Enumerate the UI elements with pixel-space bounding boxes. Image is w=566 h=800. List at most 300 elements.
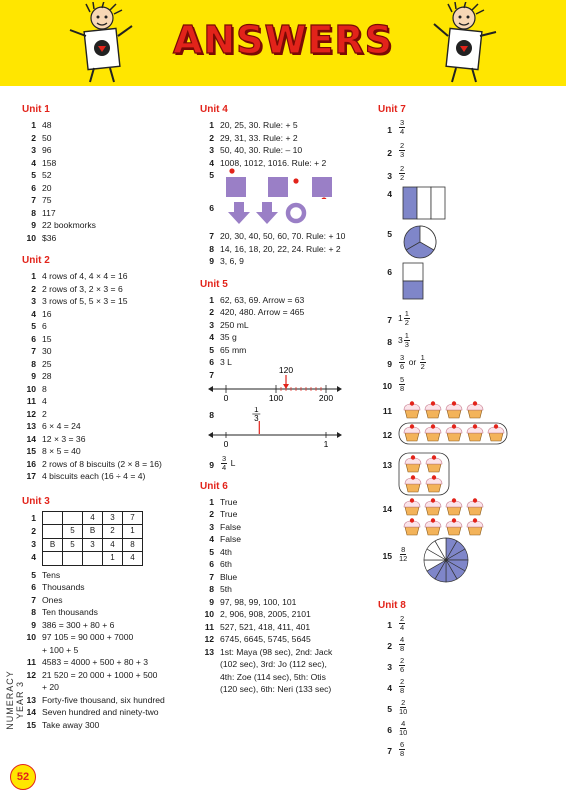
- answer-text: [42, 219, 192, 232]
- unit4-title: Unit 4: [200, 104, 228, 115]
- fraction-rect-icon: [402, 262, 432, 302]
- item-number: 4: [209, 332, 214, 342]
- fraction: [399, 678, 405, 695]
- answer-row: [22, 144, 192, 157]
- answer-line: True: [220, 496, 238, 507]
- answer-line: 6: [42, 321, 47, 331]
- answer-row: [200, 306, 366, 319]
- denominator: 8: [400, 644, 405, 653]
- answer-line: 20, 25, 30. Rule: + 5: [220, 120, 298, 130]
- answer-row: [22, 581, 192, 594]
- item-number: 10: [26, 232, 36, 243]
- cupcakes-8-icon: [402, 496, 502, 538]
- item-number: 2: [31, 132, 36, 143]
- answer-row: [22, 132, 192, 145]
- answer-line: 8 × 5 = 40: [42, 446, 81, 456]
- cupcakes-4-icon: [402, 400, 492, 420]
- unit7-item-10: [378, 376, 558, 402]
- answer-line: 35 g: [220, 332, 237, 342]
- answer-line: 3 L: [220, 357, 232, 367]
- item-number: 13: [204, 646, 214, 657]
- item-number: 3: [209, 319, 214, 330]
- answer-text: [220, 144, 366, 157]
- fraction: [399, 142, 405, 159]
- denominator: 4: [400, 127, 405, 136]
- grid-cell: [43, 552, 63, 566]
- answer-line: 5th: [220, 584, 232, 594]
- item-number: 16: [26, 458, 36, 469]
- answer-text: [220, 533, 366, 546]
- header-banner: [0, 0, 566, 86]
- fraction: [399, 376, 405, 393]
- item-number: 9: [387, 359, 392, 369]
- unit1-title: Unit 1: [22, 104, 50, 115]
- fraction: [399, 699, 407, 716]
- answer-text: [42, 194, 192, 207]
- pattern-shapes-icon: [222, 167, 352, 199]
- grid-cell: [43, 511, 63, 525]
- fraction: [420, 354, 426, 371]
- item-number: 8: [387, 337, 392, 347]
- answer-line: 6th: [220, 559, 232, 569]
- item-number: 8: [209, 584, 214, 594]
- item-number: 14: [26, 707, 36, 717]
- answer-row: [200, 596, 366, 609]
- answer-row: [22, 694, 192, 707]
- unit4-list-a: [200, 119, 366, 169]
- answer-text: [42, 581, 192, 594]
- grid-cell: 4: [103, 538, 123, 552]
- item-number: 8: [31, 358, 36, 369]
- unit6-title: Unit 6: [200, 480, 228, 492]
- item-number: 7: [31, 346, 36, 356]
- unit7-item-7: [378, 310, 558, 332]
- grid-cell: 5: [63, 525, 83, 539]
- answer-line: 158: [42, 157, 57, 168]
- item-number: 8: [31, 207, 36, 218]
- item-number: 15: [382, 551, 392, 561]
- fraction-row: [378, 657, 558, 678]
- answer-row: [22, 169, 192, 182]
- item-number: 4: [209, 157, 214, 168]
- numerator: 6: [400, 740, 405, 749]
- tick-label: 0: [223, 438, 229, 449]
- unit4-list-b: [200, 230, 366, 268]
- denominator: 10: [399, 707, 408, 716]
- answer-text: [220, 508, 366, 521]
- answer-text: [42, 144, 192, 157]
- answer-text: [42, 182, 192, 195]
- item-number: 17: [26, 471, 36, 481]
- fraction-row: [378, 615, 558, 636]
- fraction: [399, 354, 405, 371]
- answer-line: 1st: Maya (98 sec), 2nd: Jack: [220, 646, 333, 657]
- answer-line: 3, 6, 9: [220, 256, 244, 266]
- fraction-row: [378, 720, 558, 741]
- unit3-title: Unit 3: [22, 495, 50, 507]
- answer-text: [220, 646, 366, 696]
- answer-text: [220, 119, 366, 132]
- column-1: [22, 104, 192, 731]
- numerator: 2: [400, 677, 405, 686]
- answer-text: [42, 433, 192, 446]
- answer-line: Forty-five thousand, six hundred: [42, 694, 165, 705]
- answer-line: 117: [42, 207, 56, 218]
- answer-line: 6745, 6645, 5745, 5645: [220, 634, 311, 644]
- unit7-item-13: [378, 456, 558, 500]
- answer-text: [42, 594, 192, 607]
- item-number: 6: [209, 559, 214, 569]
- grid-cell: 4: [123, 552, 143, 566]
- item-number: 3: [387, 171, 392, 181]
- item-number: 2: [387, 148, 392, 158]
- fraction: [399, 657, 405, 674]
- item-number: 11: [26, 657, 36, 667]
- answer-row: [22, 320, 192, 333]
- page-title: ANSWERS: [172, 18, 394, 62]
- answer-row: [200, 344, 366, 357]
- answer-row: [22, 445, 192, 458]
- answer-line: False: [220, 534, 242, 544]
- answer-row: [200, 533, 366, 546]
- grid-num: 1: [31, 512, 36, 523]
- answer-text: [42, 445, 192, 458]
- fraction: [404, 310, 410, 327]
- answer-text: [42, 270, 192, 283]
- answer-line: 527, 521, 418, 411, 401: [220, 621, 311, 632]
- answer-line: 97 105 = 90 000 + 7000: [42, 632, 134, 642]
- answer-text: [42, 470, 192, 483]
- answer-row: [22, 219, 192, 232]
- numerator: 3: [222, 453, 227, 463]
- denominator: 8: [400, 686, 405, 695]
- fraction-circle-icon: [402, 224, 442, 260]
- item-number: 1: [209, 120, 214, 130]
- unit2-list: [22, 270, 192, 483]
- item-number: 2: [209, 132, 214, 143]
- arrow-pattern-icon: [228, 200, 338, 228]
- answer-line: 30: [42, 346, 52, 356]
- answer-line: $36: [42, 232, 57, 243]
- answer-row: [22, 669, 192, 694]
- answer-line: 62, 63, 69. Arrow = 63: [220, 294, 305, 305]
- answer-line: 50, 40, 30. Rule: – 10: [220, 145, 303, 155]
- answer-row: [22, 383, 192, 396]
- fraction-row: [378, 699, 558, 720]
- denominator: 2: [400, 173, 405, 182]
- answer-text: [42, 656, 192, 669]
- unit4-item-5: [200, 169, 366, 202]
- answer-row: [200, 243, 366, 256]
- answer-row: [22, 370, 192, 383]
- answer-row: [22, 358, 192, 371]
- numerator: 2: [400, 164, 405, 173]
- item-number: 5: [31, 170, 36, 180]
- answer-text: [42, 619, 192, 632]
- answer-text: [220, 583, 366, 596]
- item-number: 6: [387, 725, 392, 735]
- numerator: 1: [404, 309, 409, 318]
- answer-row: [200, 496, 366, 509]
- numerator: 3: [400, 353, 405, 362]
- item-number: 9: [31, 619, 36, 630]
- item-number: 7: [387, 315, 392, 325]
- item-number: 5: [31, 321, 36, 331]
- unit8-list: [378, 615, 558, 762]
- item-number: 5: [209, 546, 214, 557]
- answer-text: [42, 669, 192, 694]
- answer-line: 75: [42, 195, 52, 205]
- denominator: 10: [399, 728, 408, 737]
- item-number: 1: [31, 271, 36, 281]
- tick-label: 100: [268, 392, 284, 403]
- answer-line: Seven hundred and ninety-two: [42, 707, 159, 717]
- answer-text: [220, 571, 366, 584]
- unit5-title: Unit 5: [200, 278, 228, 290]
- answer-text: [42, 308, 192, 321]
- unit7-item-9: [378, 354, 558, 376]
- grid-num: 4: [31, 551, 36, 562]
- grid-cell: 1: [103, 552, 123, 566]
- answer-line: 4th: Zoe (114 sec), 5th: Otis: [220, 671, 326, 682]
- item-number: 9: [209, 256, 214, 266]
- unit5-item-9: [200, 455, 366, 473]
- item-number: 6: [31, 333, 36, 344]
- answer-line: (102 sec), 3rd: Jo (112 sec),: [220, 659, 327, 669]
- item-number: 13: [26, 694, 36, 705]
- answer-line: 2, 906, 908, 2005, 2101: [220, 609, 311, 619]
- answer-text: [220, 319, 366, 332]
- fraction-row: [378, 636, 558, 657]
- answer-row: [22, 194, 192, 207]
- item-number: 10: [204, 609, 214, 619]
- item-number: 4: [31, 157, 36, 168]
- or-label: or: [408, 356, 417, 367]
- answer-line: 4 rows of 4, 4 × 4 = 16: [42, 271, 128, 281]
- fraction: [221, 455, 227, 472]
- item-number: 5: [387, 704, 392, 714]
- place-value-grid: [42, 511, 143, 566]
- answer-text: [42, 157, 192, 170]
- answer-row: [200, 583, 366, 596]
- answer-text: [42, 395, 192, 408]
- answer-text: [220, 633, 366, 646]
- unit8-title: Unit 8: [378, 600, 406, 611]
- answer-line: Blue: [220, 571, 238, 582]
- answer-text: [42, 458, 192, 471]
- denominator: 4: [222, 462, 227, 472]
- answer-text: [220, 294, 366, 307]
- numerator: 2: [401, 698, 406, 707]
- answer-line: 28: [42, 371, 52, 381]
- item-number: 4: [31, 308, 36, 319]
- fraction: [399, 741, 405, 758]
- whole-number: 1: [398, 312, 403, 323]
- item-number: 1: [209, 294, 214, 305]
- grid-cell: B: [43, 538, 63, 552]
- column-2: [200, 104, 366, 696]
- unit6-list: [200, 496, 366, 696]
- numerator: 5: [400, 375, 405, 384]
- answer-text: [220, 496, 366, 509]
- item-number: 5: [209, 170, 214, 180]
- grid-cell: 5: [63, 538, 83, 552]
- fraction: [399, 165, 405, 182]
- numerator: 2: [400, 141, 405, 150]
- numerator: 4: [400, 635, 405, 644]
- answer-line: 21 520 = 20 000 + 1000 + 500: [42, 669, 158, 680]
- item-number: 7: [209, 231, 214, 241]
- answer-line: + 20: [42, 682, 59, 692]
- item-number: 6: [209, 357, 214, 367]
- cupcakes-5-circled-icon: [398, 422, 510, 446]
- answer-line: 29, 31, 33. Rule: + 2: [220, 132, 298, 143]
- item-number: 11: [204, 621, 214, 632]
- unit7-item-15: [378, 544, 558, 594]
- fraction: [404, 332, 410, 349]
- item-number: 15: [26, 446, 36, 456]
- item-number: 10: [26, 383, 36, 394]
- whole-number: 3: [398, 334, 403, 345]
- column-3: [378, 104, 558, 762]
- grid-num: 2: [31, 525, 36, 536]
- grid-cell: B: [83, 525, 103, 539]
- fraction-row: [378, 678, 558, 699]
- item-number: 14: [26, 433, 36, 444]
- fraction-bar-shaded-icon: [402, 186, 462, 222]
- numerator: 4: [401, 719, 406, 728]
- answer-row: [22, 470, 192, 483]
- answer-row: [22, 619, 192, 632]
- number-line-200: [206, 367, 346, 407]
- answer-line: Take away 300: [42, 719, 100, 730]
- answer-row: [22, 631, 192, 656]
- unit7-item-5: [378, 228, 558, 266]
- item-number: 7: [387, 746, 392, 756]
- tick-label: 1: [323, 438, 329, 449]
- item-number: 13: [382, 460, 392, 470]
- answer-line: False: [220, 521, 242, 532]
- item-number: 2: [387, 641, 392, 651]
- answer-row: [22, 333, 192, 346]
- denominator: 12: [399, 554, 408, 563]
- answer-row: [22, 308, 192, 321]
- cupcakes-group-icon: [398, 452, 458, 496]
- unit7-item-1: [378, 119, 558, 142]
- item-number: 8: [31, 607, 36, 617]
- answer-line: Ten thousands: [42, 607, 98, 617]
- answer-text: [42, 694, 192, 707]
- unit3-list: [22, 569, 192, 732]
- tick-label: 200: [318, 392, 334, 403]
- numerator: 3: [400, 118, 405, 127]
- item-number: 1: [387, 125, 392, 135]
- answer-text: [42, 719, 192, 732]
- item-number: 1: [209, 496, 214, 507]
- answer-text: [42, 119, 192, 132]
- answer-line: 65 mm: [220, 344, 247, 355]
- item-number: 10: [382, 381, 392, 391]
- answer-line: Ones: [42, 594, 63, 605]
- numerator: 8: [401, 545, 406, 554]
- item-number: 7: [31, 195, 36, 205]
- answer-line: 25: [42, 358, 52, 369]
- arrow-label: 120: [278, 366, 294, 375]
- answer-line: 12 × 3 = 36: [42, 433, 86, 444]
- answer-row: [200, 132, 366, 145]
- answer-row: [22, 606, 192, 619]
- grid-cell: [83, 552, 103, 566]
- item-number: 14: [382, 504, 392, 514]
- unit2-title: Unit 2: [22, 255, 50, 266]
- answer-text: [42, 283, 192, 296]
- grid-cell: 2: [103, 525, 123, 539]
- answer-row: [200, 230, 366, 243]
- answer-line: 14, 16, 18, 20, 22, 24. Rule: + 2: [220, 243, 341, 254]
- answer-line: 96: [42, 145, 52, 155]
- page-number: 52: [10, 764, 36, 790]
- denominator: 8: [400, 749, 405, 758]
- answer-line: 22 bookmorks: [42, 220, 96, 230]
- arrow-fraction-numerator: 1: [254, 406, 259, 414]
- item-number: 4: [387, 683, 392, 693]
- answer-row: [22, 295, 192, 308]
- answer-text: [42, 169, 192, 182]
- item-number: 3: [31, 296, 36, 306]
- answer-row: [200, 558, 366, 571]
- answer-row: [200, 546, 366, 559]
- answer-line: 50: [42, 132, 52, 143]
- answer-line: 1008, 1012, 1016. Rule: + 2: [220, 157, 327, 168]
- item-number: 7: [209, 571, 214, 582]
- answer-line: 16: [42, 308, 52, 319]
- answer-line: 4 biscuits each (16 ÷ 4 = 4): [42, 471, 146, 481]
- item-number: 7: [31, 594, 36, 605]
- item-number: 1: [31, 120, 36, 130]
- item-number: 15: [26, 719, 36, 730]
- grid-cell: [63, 552, 83, 566]
- answer-line: 3 rows of 5, 5 × 3 = 15: [42, 296, 128, 306]
- answer-line: 20: [42, 182, 52, 193]
- answer-row: [22, 270, 192, 283]
- mascot-right-icon: [424, 2, 502, 86]
- answer-row: [22, 283, 192, 296]
- unit7-item-6: [378, 266, 558, 310]
- unit7-title: Unit 7: [378, 104, 406, 115]
- answer-text: [220, 546, 366, 559]
- answer-row: [22, 207, 192, 220]
- place-value-grid-block: [22, 511, 192, 566]
- answer-row: [22, 157, 192, 170]
- unit-label: L: [230, 457, 236, 468]
- denominator: 2: [420, 362, 425, 371]
- answer-row: [22, 395, 192, 408]
- arrow-fraction-denominator: 3: [254, 413, 259, 423]
- answer-text: [42, 383, 192, 396]
- answer-row: [22, 706, 192, 719]
- denominator: 8: [400, 384, 405, 393]
- answer-text: [220, 132, 366, 145]
- denominator: 6: [400, 665, 405, 674]
- numerator: 2: [400, 614, 405, 623]
- pie-12-parts-icon: [422, 536, 472, 586]
- answer-row: [22, 569, 192, 582]
- item-number: 3: [209, 145, 214, 155]
- answer-line: 8: [42, 383, 47, 394]
- unit7-item-2: [378, 142, 558, 165]
- answer-text: [42, 232, 192, 245]
- answer-line: Thousands: [42, 582, 85, 592]
